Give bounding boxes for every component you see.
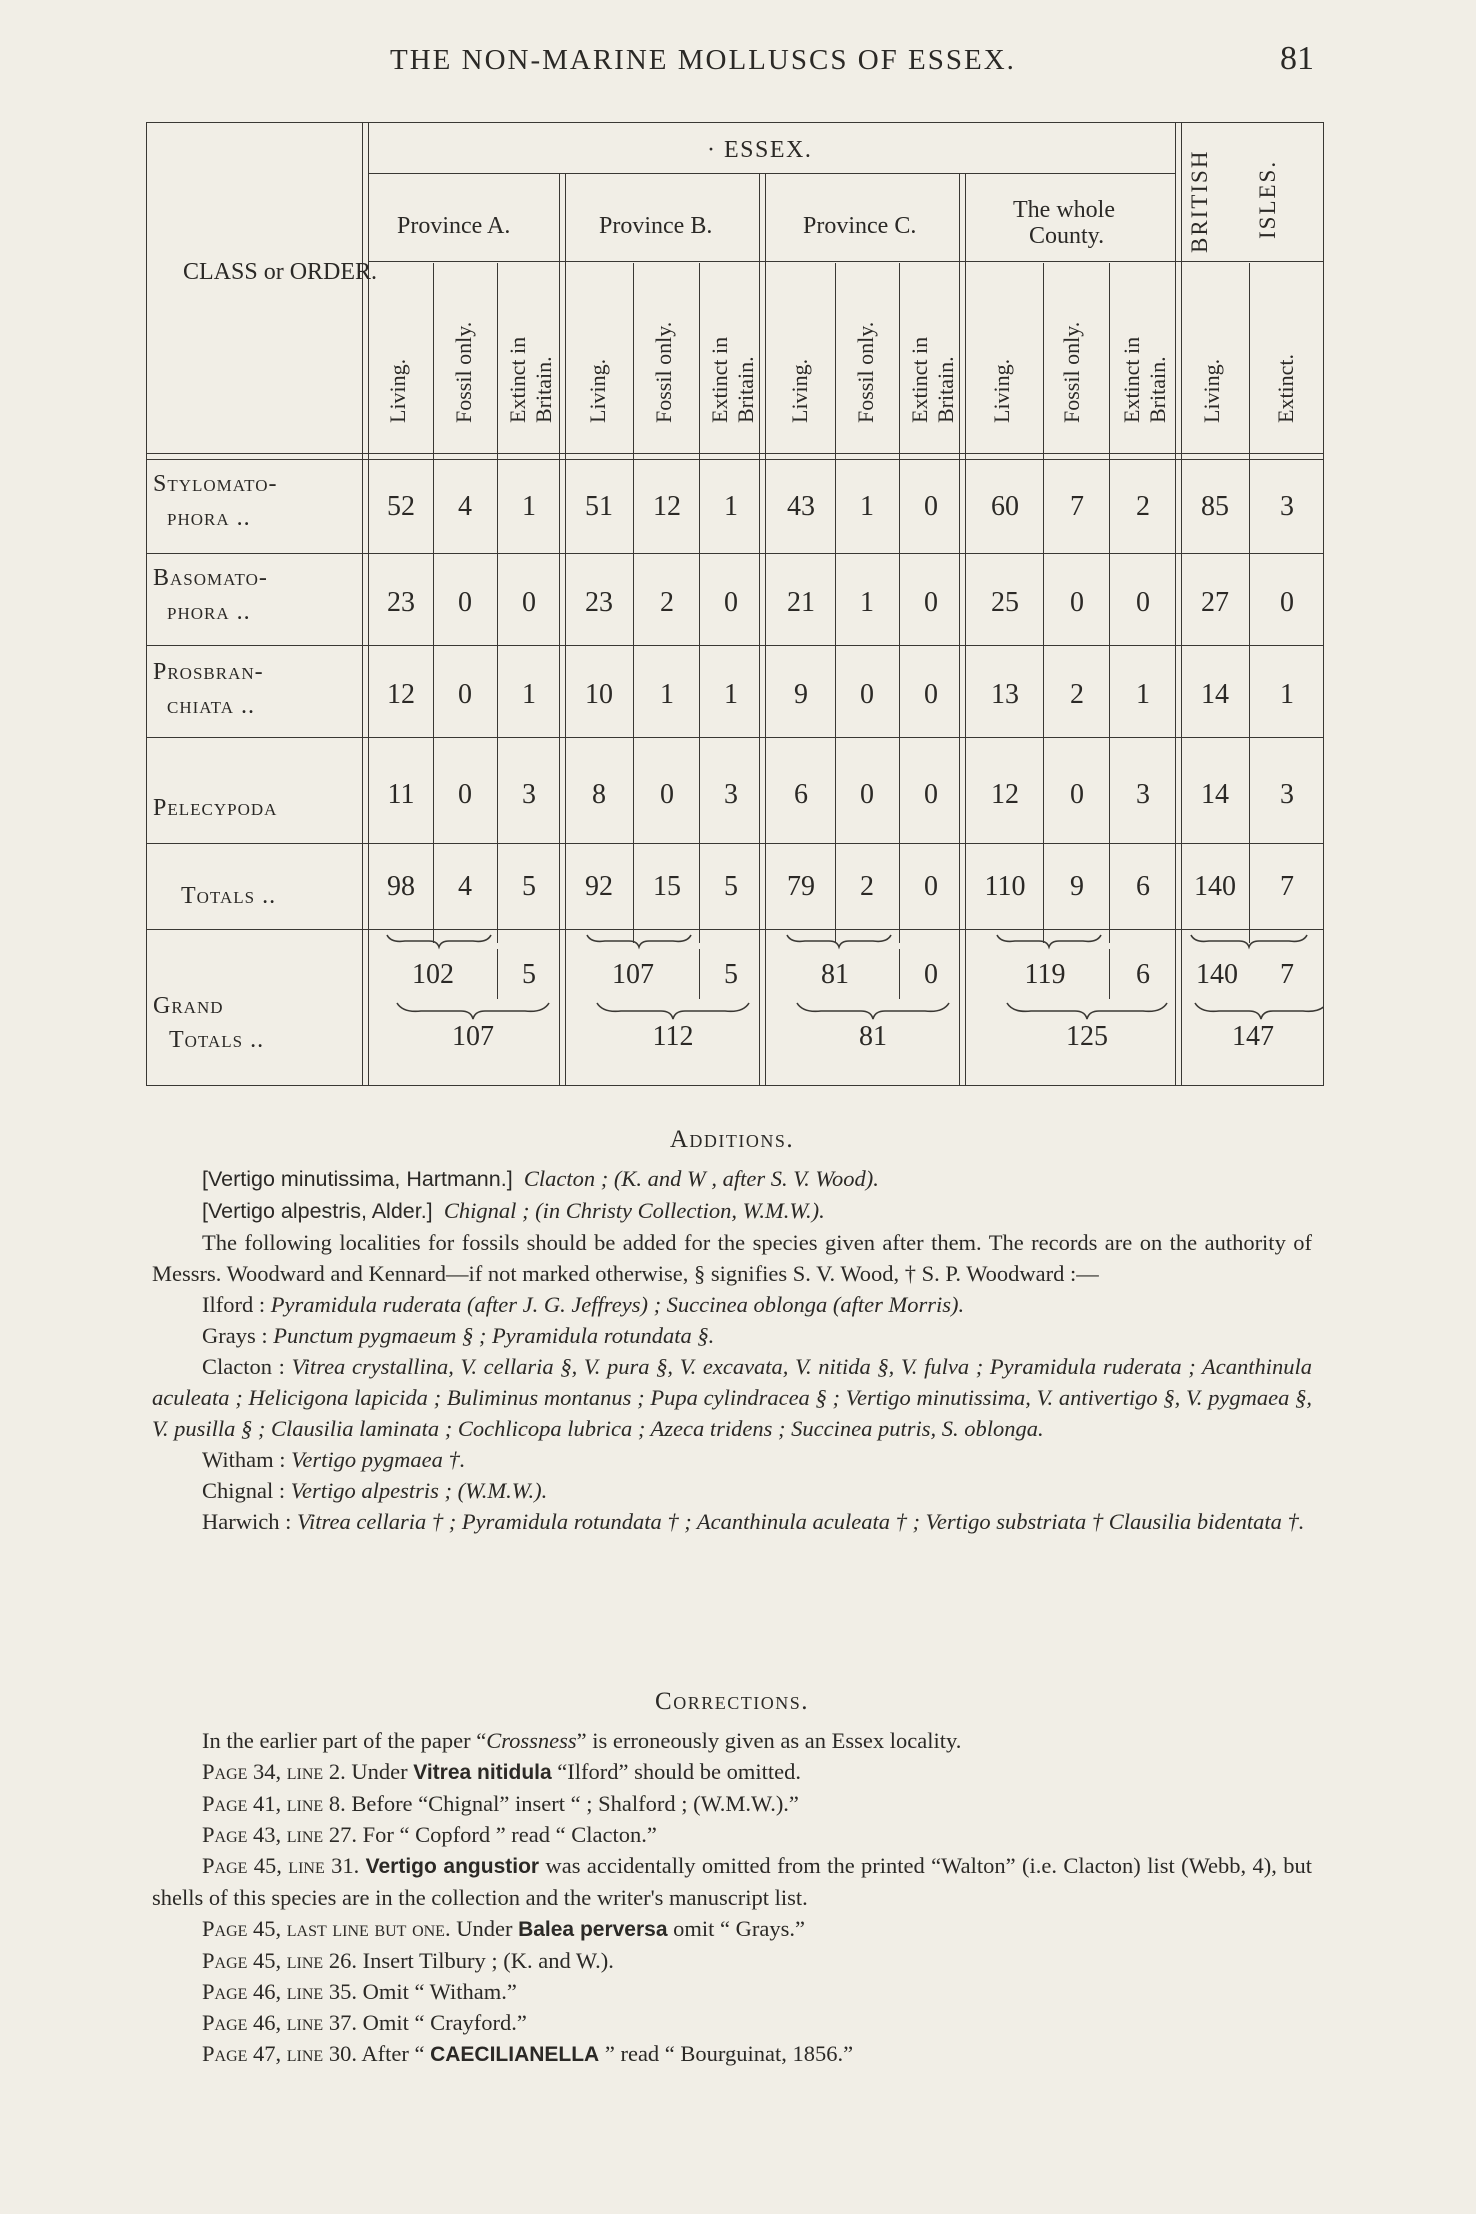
- table-cell: 14: [1201, 679, 1229, 710]
- col-extinct-b: Britain.: [1145, 356, 1170, 423]
- class-order-header: CLASS or ORDER.: [183, 259, 378, 285]
- correction-item: [152, 1850, 1312, 1913]
- locality-ilford: Ilford : Pyramidula ruderata (after J. G. Jeffreys) ; Succinea oblonga (after Morris).: [202, 1292, 965, 1317]
- grand-subtotal-cell: 119: [1024, 959, 1066, 990]
- table-cell: 43: [787, 491, 815, 522]
- corrections-section: [152, 1686, 1312, 2070]
- additions-intro: The following localities for fossils should be added for the species given after them. The records are on the authority of Messrs. Woodward and Kennard—if not marked otherwise, § signifies S. V. Wood, † S. P. Woodward :—: [152, 1230, 1312, 1286]
- col-extinct: Extinct.: [1273, 353, 1298, 423]
- table-cell: 2: [1070, 679, 1084, 710]
- correction-ref: Page 34, line 2.: [202, 1759, 346, 1784]
- grouping-braces: [147, 123, 1323, 1085]
- grand-total-cell: 81: [859, 1021, 887, 1052]
- addition-entry: [Vertigo alpestris, Alder.] Chignal ; (in Christy Collection, W.M.W.).: [202, 1198, 825, 1223]
- grand-subtotal-cell: 5: [724, 959, 738, 990]
- grand-subtotal-cell: 5: [522, 959, 536, 990]
- correction-item: [152, 1976, 1312, 2007]
- table-cell: 1: [860, 587, 874, 618]
- table-cell: 0: [924, 587, 938, 618]
- correction-ref: Page 46, line 37.: [202, 2010, 357, 2035]
- table-cell: 0: [1136, 587, 1150, 618]
- table-cell: 98: [387, 871, 415, 902]
- table-cell: 51: [585, 491, 613, 522]
- correction-species: CAECILIANELLA: [430, 2043, 600, 2066]
- table-cell: 0: [660, 779, 674, 810]
- correction-text: Omit “ Witham.”: [362, 1979, 517, 2004]
- whole-county-header-1: The whole: [1013, 197, 1115, 223]
- col-extinct: Extinct in: [505, 336, 530, 423]
- table-cell: 79: [787, 871, 815, 902]
- correction-item: [152, 1756, 1312, 1788]
- table-cell: 3: [724, 779, 738, 810]
- col-living: Living.: [989, 358, 1014, 423]
- col-living: Living.: [385, 358, 410, 423]
- table-cell: 23: [387, 587, 415, 618]
- table-cell: 5: [724, 871, 738, 902]
- col-fossil: Fossil only.: [1059, 321, 1084, 423]
- correction-ref: Page 47, line 30.: [202, 2041, 357, 2066]
- row-label: phora ..: [167, 599, 251, 625]
- col-fossil: Fossil only.: [853, 321, 878, 423]
- whole-county-header-2: County.: [1029, 223, 1105, 249]
- correction-item: [152, 2007, 1312, 2038]
- table-cell: 23: [585, 587, 613, 618]
- corrections-heading: Corrections.: [655, 1688, 809, 1715]
- grand-subtotal-cell: 0: [924, 959, 938, 990]
- correction-ref: Page 45, line 31.: [202, 1853, 360, 1878]
- grand-total-cell: 112: [652, 1021, 694, 1052]
- table-cell: 7: [1280, 871, 1294, 902]
- table-cell: 1: [724, 679, 738, 710]
- table-cell: 5: [522, 871, 536, 902]
- table-cell: 6: [794, 779, 808, 810]
- table-cell: 110: [984, 871, 1026, 902]
- col-extinct-b: Britain.: [733, 356, 758, 423]
- province-c-header: Province C.: [803, 213, 917, 239]
- table-cell: 4: [458, 491, 472, 522]
- correction-ref: Page 45, last line but one.: [202, 1916, 451, 1941]
- correction-text: Under: [456, 1916, 513, 1941]
- british-isles-header-2: ISLES.: [1255, 159, 1280, 239]
- table-cell: 0: [1070, 587, 1084, 618]
- correction-text: For “ Copford ” read “ Clacton.”: [362, 1822, 657, 1847]
- table-cell: 0: [924, 871, 938, 902]
- table-cell: 25: [991, 587, 1019, 618]
- table-cell: 10: [585, 679, 613, 710]
- correction-ref: Page 46, line 35.: [202, 1979, 357, 2004]
- correction-item: [152, 1945, 1312, 1976]
- table-cell: 0: [860, 779, 874, 810]
- correction-item: [152, 1788, 1312, 1819]
- correction-species: Vitrea nitidula: [413, 1761, 552, 1784]
- table-cell: 21: [787, 587, 815, 618]
- row-label: chiata ..: [167, 693, 255, 719]
- running-title: THE NON-MARINE MOLLUSCS OF ESSEX.: [390, 44, 1016, 76]
- table-cell: 15: [653, 871, 681, 902]
- table-cell: 12: [991, 779, 1019, 810]
- table-cell: 1: [660, 679, 674, 710]
- locality-witham: Witham : Vertigo pygmaea †.: [202, 1447, 466, 1472]
- row-label: Basomato-: [153, 565, 268, 591]
- col-living: Living.: [787, 358, 812, 423]
- grand-subtotal-cell: 7: [1280, 959, 1294, 990]
- correction-item: [152, 1913, 1312, 1945]
- table-cell: 0: [1070, 779, 1084, 810]
- table-cell: 92: [585, 871, 613, 902]
- locality-chignal: Chignal : Vertigo alpestris ; (W.M.W.).: [202, 1478, 548, 1503]
- table-cell: 2: [1136, 491, 1150, 522]
- correction-text: was accidentally omitted from the printed “Walton” (i.e. Clacton) list (Webb, 4), but shells of this species are in the collection and the writer's manuscript list.: [152, 1853, 1313, 1910]
- table-cell: 0: [1280, 587, 1294, 618]
- census-table: [146, 122, 1324, 1086]
- grand-subtotal-cell: 81: [821, 959, 849, 990]
- col-extinct: Extinct in: [907, 336, 932, 423]
- table-cell: 0: [924, 679, 938, 710]
- table-cell: 12: [387, 679, 415, 710]
- correction-ref: Page 43, line 27.: [202, 1822, 357, 1847]
- table-cell: 8: [592, 779, 606, 810]
- province-b-header: Province B.: [599, 213, 713, 239]
- col-fossil: Fossil only.: [651, 321, 676, 423]
- col-fossil: Fossil only.: [451, 321, 476, 423]
- locality-grays: Grays : Punctum pygmaeum § ; Pyramidula rotundata §.: [202, 1323, 715, 1348]
- page-number: 81: [1280, 40, 1314, 77]
- correction-species: Balea perversa: [518, 1918, 668, 1941]
- col-living: Living.: [585, 358, 610, 423]
- table-cell: 3: [1136, 779, 1150, 810]
- table-cell: 60: [991, 491, 1019, 522]
- table-cell: 1: [522, 679, 536, 710]
- col-extinct-b: Britain.: [531, 356, 556, 423]
- table-cell: 4: [458, 871, 472, 902]
- grand-total-cell: 107: [452, 1021, 494, 1052]
- correction-text: “Ilford” should be omitted.: [557, 1759, 801, 1784]
- table-cell: 0: [924, 491, 938, 522]
- table-cell: 9: [794, 679, 808, 710]
- grand-subtotal-cell: 107: [612, 959, 654, 990]
- grand-subtotal-cell: 6: [1136, 959, 1150, 990]
- table-cell: 7: [1070, 491, 1084, 522]
- additions-section: [152, 1124, 1312, 1537]
- correction-text: Before “Chignal” insert “ ; Shalford ; (W.M.W.).”: [351, 1791, 799, 1816]
- col-living: Living.: [1199, 358, 1224, 423]
- table-cell: 6: [1136, 871, 1150, 902]
- col-extinct-b: Britain.: [933, 356, 958, 423]
- col-extinct: Extinct in: [1119, 336, 1144, 423]
- table-cell: 3: [1280, 779, 1294, 810]
- table-cell: 11: [387, 779, 415, 810]
- page-header: [0, 40, 1476, 84]
- table-cell: 2: [660, 587, 674, 618]
- table-cell: 0: [458, 679, 472, 710]
- table-cell: 0: [458, 587, 472, 618]
- grand-total-cell: 147: [1232, 1021, 1274, 1052]
- table-cell: 0: [924, 779, 938, 810]
- correction-text: Insert Tilbury ; (K. and W.).: [362, 1948, 614, 1973]
- correction-item: [152, 2038, 1312, 2070]
- row-label: Totals ..: [181, 883, 277, 909]
- table-cell: 1: [724, 491, 738, 522]
- correction-species: Vertigo angustior: [365, 1855, 540, 1878]
- correction-text: After “: [361, 2041, 425, 2066]
- row-label: Pelecypoda: [153, 795, 278, 821]
- table-cell: 1: [860, 491, 874, 522]
- table-cell: 1: [1280, 679, 1294, 710]
- correction-text: omit “ Grays.”: [673, 1916, 805, 1941]
- province-a-header: Province A.: [397, 213, 511, 239]
- correction-ref: Page 41, line 8.: [202, 1791, 346, 1816]
- table-cell: 52: [387, 491, 415, 522]
- table-cell: 3: [1280, 491, 1294, 522]
- table-cell: 1: [522, 491, 536, 522]
- table-cell: 0: [724, 587, 738, 618]
- table-cell: 140: [1194, 871, 1236, 902]
- locality-harwich: Harwich : Vitrea cellaria † ; Pyramidula rotundata † ; Acanthinula aculeata † ; Vertigo substriata † Clausilia bidentata †.: [202, 1509, 1305, 1534]
- additions-heading: Additions.: [669, 1126, 795, 1153]
- correction-text: Under: [351, 1759, 408, 1784]
- essex-header: · ESSEX.: [707, 137, 813, 163]
- table-cell: 14: [1201, 779, 1229, 810]
- grand-subtotal-cell: 102: [412, 959, 454, 990]
- locality-clacton: Clacton : Vitrea crystallina, V. cellaria §, V. pura §, V. excavata, V. nitida §, V. fulva ; Pyramidula ruderata ; Acanthinula aculeata ; Helicigona lapicida ; Buliminus montanus ; Pupa cylindracea § ; Vertigo minutissima, V. antivertigo §, V. pygmaea §, V. pusilla § ; Clausilia laminata ; Cochlicopa lubrica ; Azeca tridens ; Succinea putris, S. oblonga.: [152, 1354, 1313, 1441]
- table-cell: 0: [522, 587, 536, 618]
- row-label: Stylomato-: [153, 471, 278, 497]
- row-label: phora ..: [167, 505, 251, 531]
- table-cell: 12: [653, 491, 681, 522]
- row-label: Grand: [153, 993, 224, 1019]
- table-cell: 0: [860, 679, 874, 710]
- british-isles-header-1: BRITISH: [1187, 149, 1212, 253]
- row-label: Totals ..: [169, 1027, 265, 1053]
- correction-text: Omit “ Crayford.”: [362, 2010, 527, 2035]
- corrections-intro: In the earlier part of the paper “Crossness” is erroneously given as an Essex locality.: [202, 1728, 962, 1753]
- row-label: Prosbran-: [153, 659, 264, 685]
- table-cell: 27: [1201, 587, 1229, 618]
- addition-entry: [Vertigo minutissima, Hartmann.] Clacton ; (K. and W , after S. V. Wood).: [202, 1166, 879, 1191]
- col-extinct: Extinct in: [707, 336, 732, 423]
- correction-text: ” read “ Bourguinat, 1856.”: [604, 2041, 854, 2066]
- table-cell: 85: [1201, 491, 1229, 522]
- table-cell: 2: [860, 871, 874, 902]
- table-cell: 0: [458, 779, 472, 810]
- grand-total-cell: 125: [1066, 1021, 1108, 1052]
- table-cell: 9: [1070, 871, 1084, 902]
- correction-ref: Page 45, line 26.: [202, 1948, 357, 1973]
- table-cell: 1: [1136, 679, 1150, 710]
- table-cell: 13: [991, 679, 1019, 710]
- grand-subtotal-cell: 140: [1196, 959, 1238, 990]
- table-cell: 3: [522, 779, 536, 810]
- correction-item: [152, 1819, 1312, 1850]
